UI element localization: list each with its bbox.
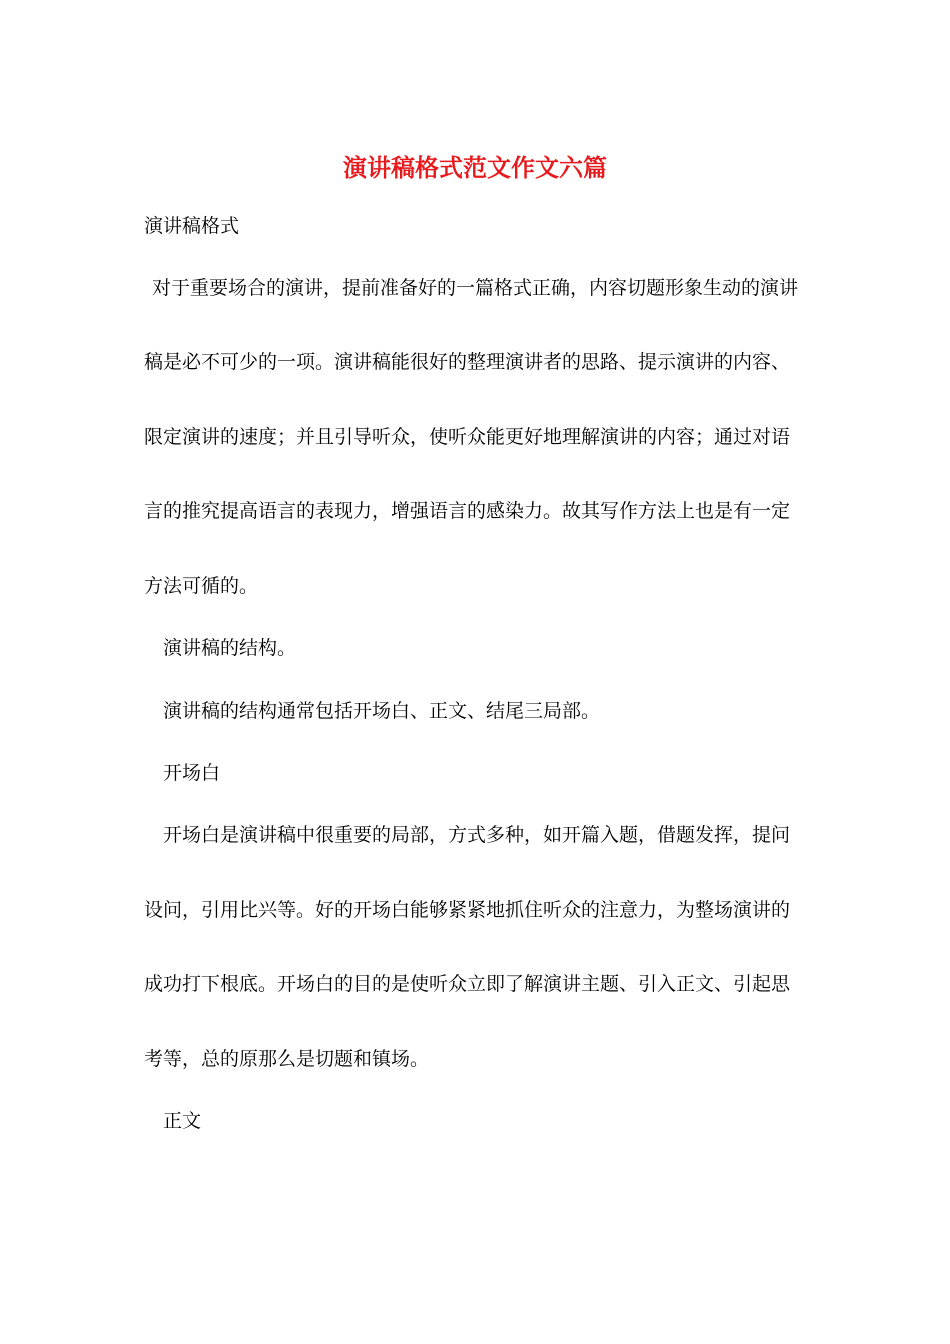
paragraph-line: 稿是必不可少的一项。演讲稿能很好的整理演讲者的思路、提示演讲的内容、 bbox=[144, 351, 791, 373]
paragraph-line: 方法可循的。 bbox=[144, 575, 259, 597]
section-heading-structure: 演讲稿的结构。 bbox=[163, 637, 297, 659]
section-heading-opening: 开场白 bbox=[163, 762, 221, 784]
section-heading-speech-format: 演讲稿格式 bbox=[144, 215, 240, 237]
paragraph-line: 对于重要场合的演讲，提前准备好的一篇格式正确，内容切题形象生动的演讲 bbox=[152, 277, 799, 299]
paragraph-line: 成功打下根底。开场白的目的是使听众立即了解演讲主题、引入正文、引起思 bbox=[144, 973, 791, 995]
paragraph-line: 开场白是演讲稿中很重要的局部，方式多种，如开篇入题，借题发挥，提问 bbox=[163, 824, 791, 846]
paragraph-line: 言的推究提高语言的表现力，增强语言的感染力。故其写作方法上也是有一定 bbox=[144, 500, 791, 522]
paragraph-line: 演讲稿的结构通常包括开场白、正文、结尾三局部。 bbox=[163, 700, 601, 722]
document-title: 演讲稿格式范文作文六篇 bbox=[343, 153, 607, 182]
paragraph-line: 设问，引用比兴等。好的开场白能够紧紧地抓住听众的注意力，为整场演讲的 bbox=[144, 899, 791, 921]
paragraph-line: 考等，总的原那么是切题和镇场。 bbox=[144, 1048, 430, 1070]
paragraph-line: 限定演讲的速度；并且引导听众，使听众能更好地理解演讲的内容；通过对语 bbox=[144, 426, 791, 448]
section-heading-body: 正文 bbox=[163, 1110, 202, 1132]
